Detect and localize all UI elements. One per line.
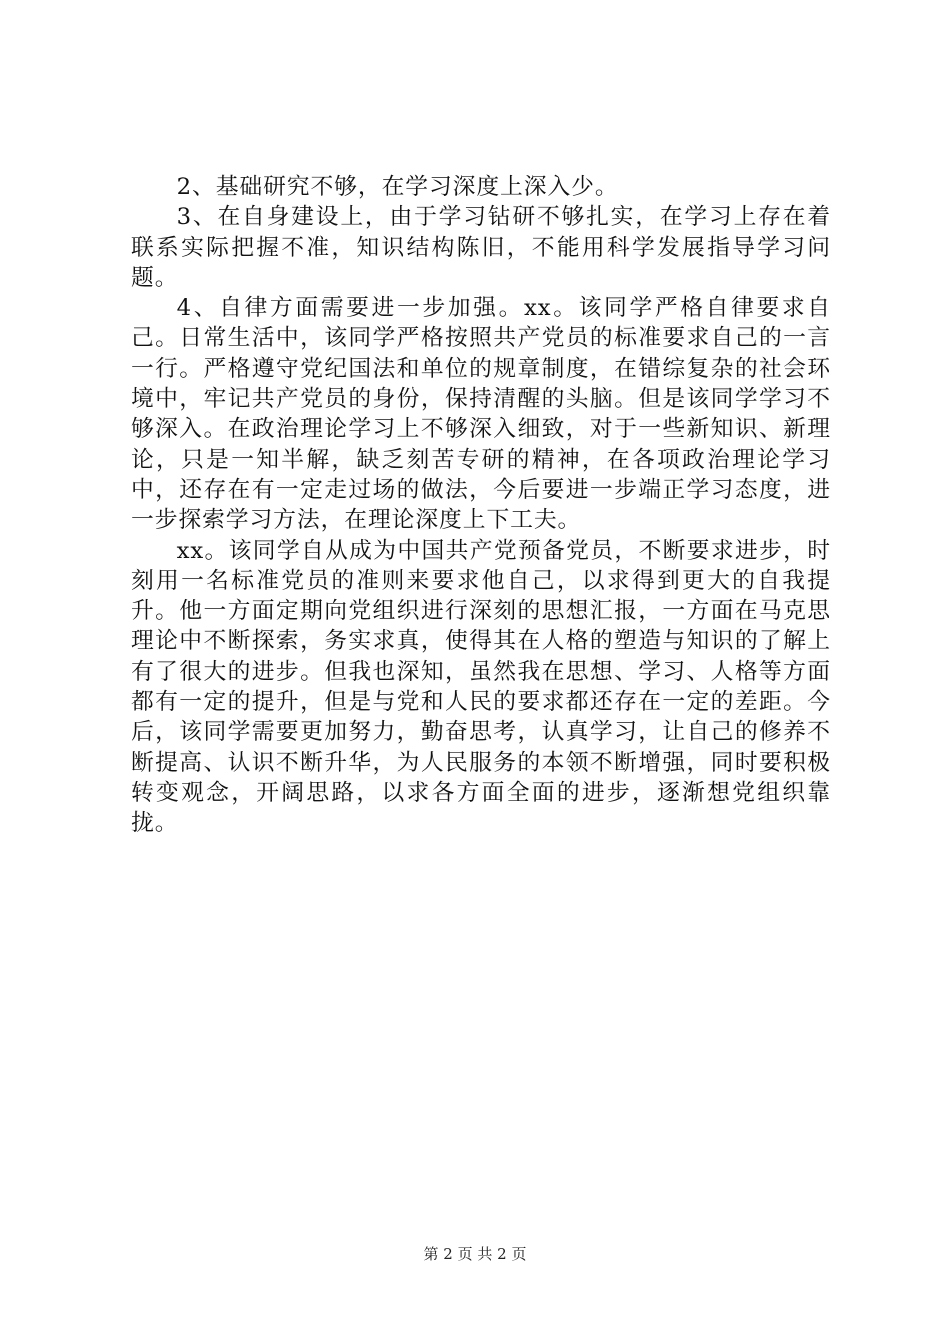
document-body [131, 172, 831, 839]
page-number-label: 第 2 页 共 2 页 [423, 1245, 527, 1263]
paragraph-1: 2、基础研究不够，在学习深度上深入少。 [176, 174, 619, 200]
paragraph-2: 3、在自身建设上，由于学习钻研不够扎实，在学习上存在着联系实际把握不准，知识结构陈旧，不能用科学发展指导学习问题。 [131, 204, 831, 291]
page-footer [0, 1244, 950, 1264]
paragraph-4: xx。该同学自从成为中国共产党预备党员，不断要求进步，时刻用一名标准党员的准则来要求他自己，以求得到更大的自我提升。他一方面定期向党组织进行深刻的思想汇报，一方面在马克思理论中不断探索，务实求真，使得其在人格的塑造与知识的了解上有了很大的进步。但我也深知，虽然我在思想、学习、人格等方面都有一定的提升，但是与党和人民的要求都还存在一定的差距。今后，该同学需要更加努力，勤奋思考，认真学习，让自己的修养不断提高、认识不断升华，为人民服务的本领不断增强，同时要积极转变观念，开阔思路，以求各方面全面的进步，逐渐想党组织靠拢。 [131, 537, 831, 837]
paragraph-3: 4、自律方面需要进一步加强。xx。该同学严格自律要求自己。日常生活中，该同学严格按照共产党员的标准要求自己的一言一行。严格遵守党纪国法和单位的规章制度，在错综复杂的社会环境中，牢记共产党员的身份，保持清醒的头脑。但是该同学学习不够深入。在政治理论学习上不够深入细致，对于一些新知识、新理论，只是一知半解，缺乏刻苦专研的精神，在各项政治理论学习中，还存在有一定走过场的做法，今后要进一步端正学习态度，进一步探索学习方法，在理论深度上下工夫。 [131, 295, 831, 534]
